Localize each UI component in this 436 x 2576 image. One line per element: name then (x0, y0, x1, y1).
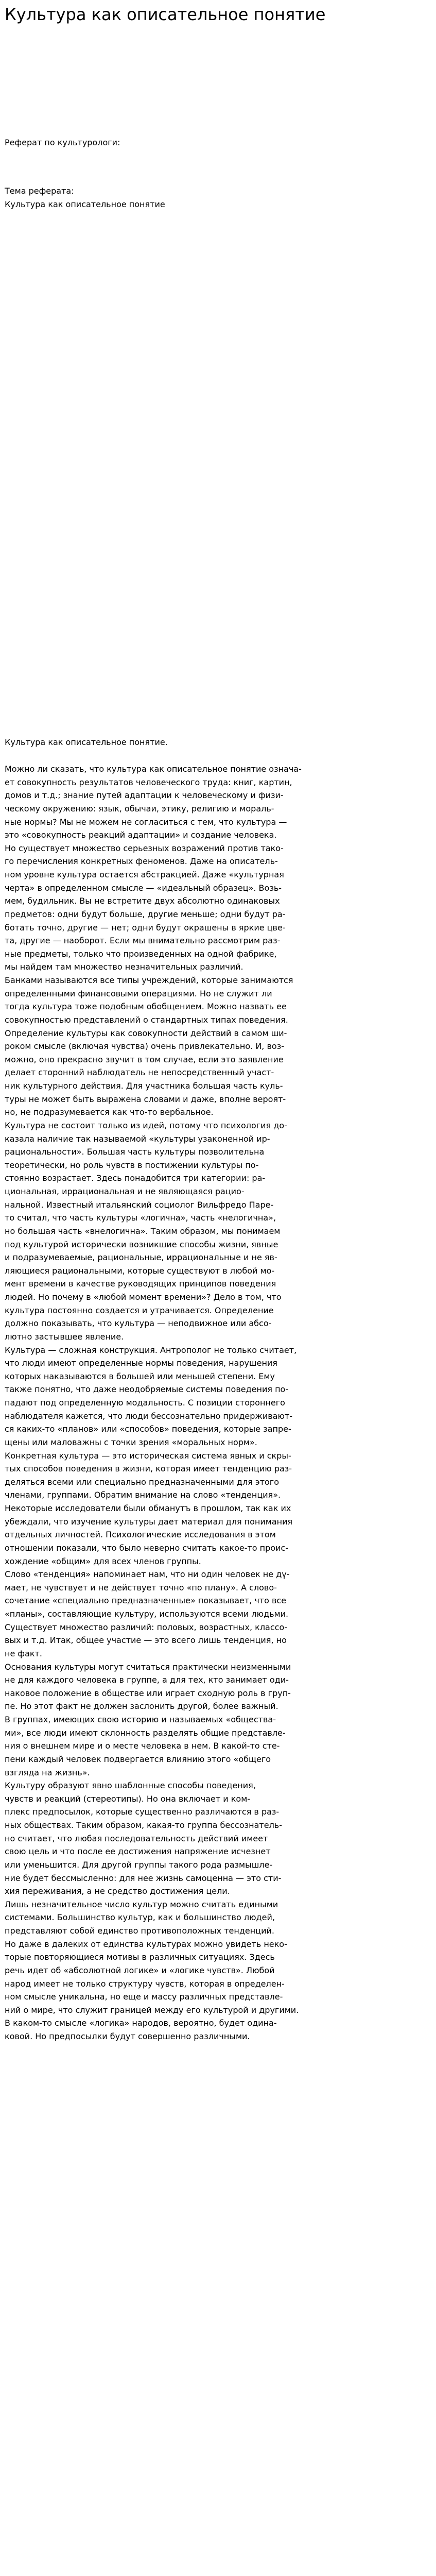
body-line: что люди имеют определенные нормы поведения, нарушения (5, 1358, 277, 1368)
body-line: пе. Но этот факт не должен заслонить другой, более важный. (5, 1701, 278, 1711)
body-line: представляют собой единство противоположных тенденций. (5, 1926, 274, 1936)
body-line: падают под определенную модальность. С позиции стороннего (5, 1398, 285, 1408)
body-line: ет совокупность результатов человеческого труда: книг, картин, (5, 777, 292, 787)
body-line: сочетание «специально предназначенные» показывает, что все (5, 1596, 287, 1606)
body-line: хия переживания, а не средство достижения цели. (5, 1886, 230, 1896)
body-line: отдельных личностей. Психологические исследования в этом (5, 1530, 276, 1540)
essay-label: Реферат по культурологи: (5, 138, 120, 147)
body-line: ся каких-то «планов» или «способов» поведения, которые запре- (5, 1424, 291, 1434)
body-line: мем, будильник. Вы не встретите двух абсолютно одинаковых (5, 896, 280, 906)
body-line: туры не может быть выражена словами и даже, вполне вероят- (5, 1094, 286, 1104)
body-line: Основания культуры могут считаться практически неизменными (5, 1662, 291, 1672)
body-line: свою цель и что после ее достижения напряжение исчезнет (5, 1846, 271, 1857)
body-line: ные предметы, только что произведенных на одной фабрике, (5, 948, 277, 959)
body-line: делает сторонний наблюдатель не непосредственный участ- (5, 1067, 274, 1078)
body-line: но, не подразумевается как что-то вербальное. (5, 1107, 214, 1117)
body-text (5, 762, 431, 2043)
body-line: народ имеет не только структуру чувств, которая в определен- (5, 1978, 285, 1989)
body-line: отношении показали, что было неверно считать какое-то проис- (5, 1543, 289, 1553)
body-line: культура постоянно создается и утрачивается. Определение (5, 1305, 274, 1315)
body-line: предметов: одни будут больше, другие меньше; одни будут ра- (5, 909, 286, 919)
body-line: лютно застывшее явление. (5, 1331, 124, 1342)
body-line: системами. Большинство культур, как и большинство людей, (5, 1912, 275, 1923)
body-line: торые повторяющиеся мотивы в различных ситуациях. Здесь (5, 1952, 275, 1962)
body-line: мент времени в качестве руководящих принципов поведения (5, 1279, 276, 1289)
body-line: Можно ли сказать, что культура как описательное понятие означа- (5, 764, 302, 774)
body-line: Слово «тенденция» напоминает нам, что ни один человек не дү- (5, 1569, 290, 1580)
topic-label: Тема реферата: (5, 186, 74, 196)
body-line: людей. Но почему в «любой момент времени»? Дело в том, что (5, 1292, 282, 1302)
body-line: циональная, иррациональная и не являющаяся рацио- (5, 1187, 245, 1196)
section-heading: Культура как описательное понятие. (5, 737, 168, 747)
body-line: нальной. Известный итальянский социолог Вильфредо Паре- (5, 1199, 274, 1210)
body-line: В каком-то смысле «логика» народов, вероятно, будет одина- (5, 2018, 277, 2028)
body-line: мает, не чувствует и не действует точно «по плану». А слово- (5, 1582, 277, 1592)
body-line: хождение «общим» для всех членов группы. (5, 1556, 201, 1566)
body-line: казала наличие так называемой «культуры узаконенной ир- (5, 1133, 270, 1144)
body-line: но большая часть «внелогична». Таким образом, мы понимаем (5, 1226, 281, 1236)
body-line: го перечисления конкретных феноменов. Даже на описатель- (5, 856, 278, 867)
body-line: должно показывать, что культура — неподвижное или абсо- (5, 1318, 272, 1329)
body-line: Но существует множество серьезных возражений против тако- (5, 843, 284, 853)
body-line: теоретически, но роль чувств в постижении культуры по- (5, 1160, 259, 1170)
body-line: или уменьшится. Для другой группы такого рода размышле- (5, 1859, 273, 1870)
body-line: речь идет об «абсолютной логике» и «логике чувств». Любой (5, 1965, 275, 1975)
body-line: домов и т.д.; знание путей адаптации к человеческому и физи- (5, 790, 284, 801)
topic-value: Культура как описательное понятие (5, 199, 165, 209)
body-line: рациональности». Большая часть культуры позволительна (5, 1147, 265, 1157)
body-line: не для каждого человека в группе, а для тех, кто занимает оди- (5, 1675, 289, 1685)
body-line: убеждали, что изучение культуры дает материал для понимания (5, 1516, 293, 1527)
body-line: стоянно возрастает. Здесь понадобится три категории: ра- (5, 1173, 266, 1183)
body-line: наблюдателя кажется, что люди бессознательно придерживают- (5, 1411, 293, 1421)
body-line: ния о внешнем мире и о месте человека в нем. В какой-то сте- (5, 1741, 280, 1751)
body-line: Культура — сложная конструкция. Антрополог не только считает, (5, 1345, 297, 1355)
body-line: В группах, имеющих свою историю и называемых «общества- (5, 1715, 276, 1724)
body-line: тых способов поведения в жизни, которая имеет тенденцию раз- (5, 1464, 292, 1474)
body-line: членами, группами. Обратим внимание на слово «тенденция». (5, 1490, 281, 1500)
body-line: это «совокупность реакций адаптации» и создание человека. (5, 830, 277, 840)
body-line: ляющиеся рациональными, которые существуют в любой мо- (5, 1265, 275, 1276)
body-line: то считал, что часть культуры «логична», часть «нелогична», (5, 1213, 276, 1223)
body-line: ческому окружению: язык, обычаи, этику, религию и мораль- (5, 803, 274, 814)
body-line: Культура не состоит только из идей, потому что психология до- (5, 1120, 287, 1130)
body-line: Определение культуры как совокупности действий в самом ши- (5, 1028, 287, 1038)
body-line: наковое положение в обществе или играет сходную роль в груп- (5, 1688, 291, 1698)
body-line: та, другие — наоборот. Если мы внимательно рассмотрим раз- (5, 936, 281, 946)
body-line: Культуру образуют явно шаблонные способы поведения, (5, 1781, 256, 1791)
body-line: Банками называются все типы учреждений, которые занимаются (5, 975, 293, 985)
body-line: под культурой исторически возникшие способы жизни, явные (5, 1239, 278, 1249)
body-line: Конкретная культура — это историческая система явных и скры- (5, 1450, 291, 1461)
body-line: чувств и реакций (стереотипы). Но она включает и ком- (5, 1793, 251, 1804)
body-line: Лишь незначительное число культур можно считать едиными (5, 1899, 278, 1909)
body-line: ковой. Но предпосылки будут совершенно различными. (5, 2031, 250, 2041)
body-line: также понятно, что даже неодобряемые системы поведения по- (5, 1384, 289, 1395)
body-line: определенными финансовыми операциями. Но не служит ли (5, 988, 272, 998)
body-line: ном уровне культура остается абстракцией. Даже «культурная (5, 870, 284, 879)
body-line: взгляда на жизнь». (5, 1767, 90, 1777)
body-line: ми», все люди имеют склонность разделять общие представле- (5, 1727, 286, 1738)
body-line: которых наказываются в большей или меньшей степени. Ему (5, 1371, 275, 1381)
body-line: ний о мире, что служит границей между его культурой и другими. (5, 2005, 299, 2015)
body-line: вых и т.д. Итак, общее участие — это всего лишь тенденция, но (5, 1635, 287, 1646)
topic-block (5, 184, 431, 211)
body-line: «планы», составляющие культуру, используются всеми людьми. (5, 1609, 289, 1619)
body-line: ном смысле уникальна, но еще и массу различных представле- (5, 1992, 283, 2002)
body-line: но считает, что любая последовательность действий имеет (5, 1833, 268, 1843)
body-line: деляться всеми или специально предназначенными для этого (5, 1477, 279, 1487)
body-line: Некоторые исследователи были обманутъ в прошлом, так как их (5, 1503, 291, 1513)
body-line: ник культурного действия. Для участника большая часть куль- (5, 1081, 283, 1091)
essay-meta (5, 136, 431, 149)
body-line: можно, оно прекрасно звучит в том случае, если это заявление (5, 1054, 284, 1064)
page-title: Культура как описательное понятие (5, 5, 326, 24)
body-line: щены или маловажны с точки зрения «моральных норм». (5, 1437, 257, 1447)
body-line: ных обществах. Таким образом, какая-то группа бессознатель- (5, 1820, 282, 1830)
body-line: тогда культура тоже подобным обобщением. Можно назвать ее (5, 1002, 287, 1012)
body-line: роком смысле (включая чувства) очень привлекательно. И, воз- (5, 1041, 284, 1052)
body-line: не факт. (5, 1648, 42, 1658)
body-line: Существует множество различий: половых, возрастных, классо- (5, 1622, 287, 1632)
body-line: совокупностью представлений о стандартных типах поведения. (5, 1014, 288, 1025)
body-line: Но даже в далеких от единства культурах можно увидеть неко- (5, 1939, 287, 1949)
body-line: ние будет бессмысленно: для нее жизнь самоценна — это сти- (5, 1873, 282, 1883)
body-line: ботать точно, другие — нет; одни будут окрашены в яркие цве- (5, 922, 286, 933)
body-line: мы найдем там множество незначительных различий. (5, 962, 243, 972)
body-line: плекс предпосылок, которые существенно различаются в раз- (5, 1807, 280, 1817)
body-line: и подразумеваемые, рациональные, иррациональные и не яв- (5, 1252, 277, 1263)
body-line: ные нормы? Мы не можем не согласиться с тем, что культура — (5, 817, 287, 827)
body-line: черта» в определенном смысле — «идеальный образец». Возь- (5, 883, 282, 893)
body-line: пени каждый человек подвергается влиянию этого «общего (5, 1754, 271, 1764)
